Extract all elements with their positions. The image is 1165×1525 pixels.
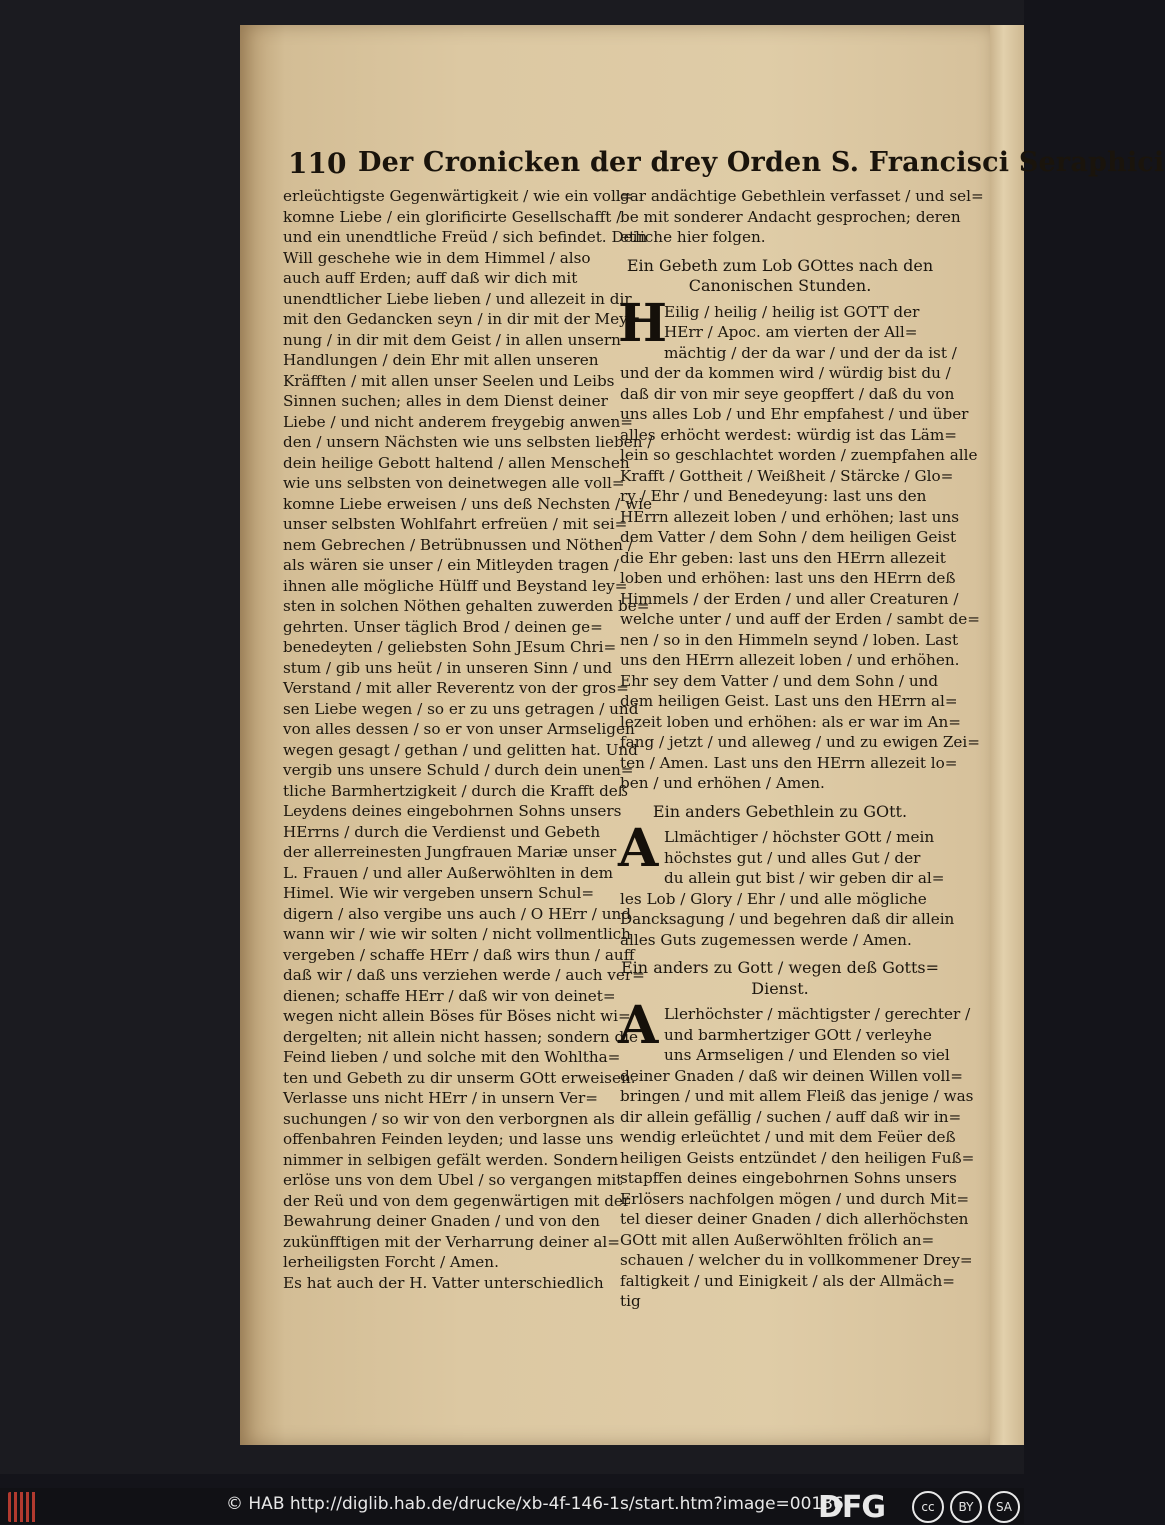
text-line: Himel. Wie wir vergeben unsern Schul=: [283, 884, 595, 902]
text-line: Erlösers nachfolgen mögen / und durch Mit=: [620, 1189, 970, 1208]
text-line: und ein unendtliche Freüd / sich befindet. Dein: [283, 228, 648, 246]
copyright-link[interactable]: © HAB http://diglib.hab.de/drucke/xb-4f-146-1s/start.htm?image=00136: [226, 1494, 844, 1514]
text-line: wann wir / wie wir solten / nicht vollmentlich: [283, 925, 631, 943]
text-line: den / unsern Nächsten wie uns selbsten lieben /: [283, 433, 653, 451]
text-line: Kräfften / mit allen unser Seelen und Leibs: [283, 371, 615, 390]
running-head-title: Der Cronicken der drey Orden S. Francisci Seraphici: [358, 147, 1165, 178]
text-line: gar andächtige Gebethlein verfasset / und sel=: [620, 187, 984, 205]
text-line: wegen gesagt / gethan / und gelitten hat. Und: [283, 740, 638, 759]
viewer-footer: [0, 1488, 1024, 1524]
text-line: ben / und erhöhen / Amen.: [620, 774, 825, 792]
text-line: deiner Gnaden / daß wir deinen Willen voll=: [620, 1066, 963, 1085]
section-heading: Ein anders Gebethlein zu GOtt.: [652, 801, 908, 821]
text-line: Krafft / Gottheit / Weißheit / Stärcke / Glo=: [620, 466, 954, 485]
text-line: nen / so in den Himmeln seynd / loben. Last: [620, 630, 959, 649]
facing-page-edge: [990, 25, 1024, 1445]
text-line: wendig erleüchtet / und mit dem Feüer deß: [620, 1128, 956, 1146]
text-line: be mit sonderer Andacht gesprochen; deren: [620, 207, 961, 226]
text-line: lein so geschlachtet worden / zuempfahen alle: [620, 446, 978, 464]
text-line: die Ehr geben: last uns den HErrn allezeit: [620, 548, 946, 567]
text-line: bringen / und mit allem Fleiß das jenige / was: [620, 1087, 974, 1105]
text-line: tel dieser deiner Gnaden / dich allerhöchsten: [620, 1210, 969, 1228]
text-line: offenbahren Feinden leyden; und lasse uns: [283, 1130, 614, 1148]
text-line: stapffen deines eingebohrnen Sohns unsers: [620, 1169, 957, 1187]
text-line: gehrten. Unser täglich Brod / deinen ge=: [283, 617, 603, 636]
text-line: GOtt mit allen Außerwöhlten frölich an=: [620, 1230, 935, 1249]
text-line: Liebe / und nicht anderem freygebig anwen=: [283, 412, 634, 431]
text-line: vergeben / schaffe HErr / daß wirs thun / auff: [283, 945, 635, 964]
text-line: tig: [620, 1292, 641, 1310]
creative-commons-badge: [912, 1491, 1020, 1521]
text-line: suchungen / so wir von den verborgnen als: [283, 1109, 615, 1128]
running-head: [288, 143, 1165, 187]
text-line: daß dir von mir seye geopffert / daß du von: [620, 384, 955, 403]
section-spacer: [620, 248, 940, 256]
text-line: erleüchtigste Gegenwärtigkeit / wie ein voll=: [283, 187, 634, 205]
text-line: mit den Gedancken seyn / in dir mit der Mey=: [283, 310, 641, 328]
text-line: HErr / Apoc. am vierten der All=: [664, 323, 918, 341]
text-line: uns den HErrn allezeit loben / und erhöhen.: [620, 651, 960, 669]
text-line: Feind lieben / und solche mit den Wohltha=: [283, 1048, 621, 1066]
section-heading: Canonischen Stunden.: [688, 276, 872, 295]
page-number: 110: [288, 147, 347, 180]
text-line: ihnen alle mögliche Hülff und Beystand ley=: [283, 576, 628, 595]
drop-capital: H: [618, 292, 668, 354]
text-line: Verstand / mit aller Reverentz von der gros=: [283, 679, 629, 697]
text-line: nimmer in selbigen gefält werden. Sondern: [283, 1150, 619, 1169]
text-line: und der da kommen wird / würdig bist du /: [620, 364, 951, 382]
text-line: uns alles Lob / und Ehr empfahest / und über: [620, 405, 969, 423]
text-line: les Lob / Glory / Ehr / und alle mögliche: [620, 889, 927, 908]
text-line: Himmels / der Erden / und aller Creaturen /: [620, 589, 959, 608]
text-line: der Reü und von dem gegenwärtigen mit der: [283, 1191, 631, 1210]
hab-logo-icon: [8, 1492, 38, 1522]
right-text-column: [618, 186, 984, 1312]
text-line: der allerreinesten Jungfrauen Mariæ unser: [283, 843, 617, 861]
text-line: lezeit loben und erhöhen: als er war im An=: [620, 712, 962, 731]
text-line: zukünfftigen mit der Verharrung deiner al=: [283, 1232, 620, 1251]
text-line: uns Armseligen / und Elenden so viel: [664, 1046, 950, 1064]
section-heading: Dienst.: [751, 978, 809, 998]
section-heading: Ein anders zu Gott / wegen deß Gotts=: [621, 958, 939, 977]
text-line: schauen / welcher du in vollkommener Drey=: [620, 1251, 973, 1269]
by-icon: BY: [950, 1491, 982, 1523]
text-line: unser selbsten Wohlfahrt erfreüen / mit sei=: [283, 515, 628, 533]
text-line: von alles dessen / so er von unser Armseligen: [283, 720, 635, 738]
text-line: komne Liebe erweisen / uns deß Nechsten / wie: [283, 494, 652, 513]
text-line: sen Liebe wegen / so er zu uns getragen / und: [283, 699, 639, 718]
text-line: vergib uns unsere Schuld / durch dein unen=: [283, 761, 634, 779]
text-line: Eilig / heilig / heilig ist GOTT der: [664, 302, 920, 321]
text-line: Es hat auch der H. Vatter unterschiedlich: [283, 1273, 604, 1292]
text-line: tliche Barmhertzigkeit / durch die Krafft deß: [283, 781, 628, 800]
text-line: alles Guts zugemessen werde / Amen.: [620, 930, 912, 949]
text-line: Verlasse uns nicht HErr / in unsern Ver=: [283, 1089, 599, 1107]
text-line: fang / jetzt / und alleweg / und zu ewigen Zei=: [620, 733, 980, 751]
text-line: L. Frauen / und aller Außerwöhlten in dem: [283, 863, 614, 882]
text-line: erlöse uns von dem Ubel / so vergangen mit: [283, 1171, 623, 1189]
cc-icon: cc: [912, 1491, 944, 1523]
text-line: daß wir / daß uns verziehen werde / auch ver=: [283, 966, 645, 984]
left-text-column: [283, 186, 653, 1293]
text-line: dir allein gefällig / suchen / auff daß wir in=: [620, 1107, 962, 1126]
text-line: etliche hier folgen.: [620, 228, 766, 246]
text-line: lerheiligsten Forcht / Amen.: [283, 1253, 499, 1271]
text-line: Will geschehe wie in dem Himmel / also: [283, 248, 591, 267]
text-line: ten und Gebeth zu dir unserm GOtt erweisen.: [283, 1068, 636, 1087]
text-line: faltigkeit / und Einigkeit / als der Allmäch=: [620, 1271, 955, 1290]
drop-capital: A: [618, 818, 659, 879]
text-line: mächtig / der da war / und der da ist /: [664, 343, 957, 362]
section-heading: Ein Gebeth zum Lob GOttes nach den: [626, 255, 934, 275]
text-line: dienen; schaffe HErr / daß wir von deinet=: [283, 986, 616, 1005]
text-line: dem Vatter / dem Sohn / dem heiligen Geist: [620, 528, 957, 546]
text-line: auch auff Erden; auff daß wir dich mit: [283, 269, 578, 287]
text-line: dem heiligen Geist. Last uns den HErrn al=: [620, 692, 958, 710]
section-spacer: [620, 794, 940, 802]
text-line: Llmächtiger / höchster GOtt / mein: [664, 828, 935, 846]
text-line: Llerhöchster / mächtigster / gerechter /: [664, 1005, 971, 1023]
text-line: dergelten; nit allein nicht hassen; sondern die: [283, 1027, 639, 1046]
text-line: heiligen Geists entzündet / den heiligen Fuß=: [620, 1148, 975, 1167]
text-line: alles erhöcht werdest: würdig ist das Läm=: [620, 425, 957, 444]
text-line: HErrns / durch die Verdienst und Gebeth: [283, 822, 601, 841]
text-line: digern / also vergibe uns auch / O HErr / und: [283, 904, 631, 923]
text-line: loben und erhöhen: last uns den HErrn deß: [620, 569, 956, 587]
text-line: komne Liebe / ein glorificirte Gesellschafft /: [283, 207, 622, 226]
text-line: Leydens deines eingebohrnen Sohns unsers: [283, 802, 622, 820]
text-line: wegen nicht allein Böses für Böses nicht wi=: [283, 1007, 631, 1025]
text-line: benedeyten / geliebsten Sohn JEsum Chri=: [283, 638, 617, 656]
text-line: du allein gut bist / wir geben dir al=: [664, 869, 945, 887]
text-line: als wären sie unser / ein Mitleyden tragen /: [283, 556, 619, 574]
text-line: sten in solchen Nöthen gehalten zuwerden be=: [283, 597, 650, 615]
text-line: wie uns selbsten von deinetwegen alle voll=: [283, 474, 625, 492]
text-line: welche unter / und auff der Erden / sambt de=: [620, 610, 980, 628]
text-line: stum / gib uns heüt / in unseren Sinn / und: [283, 658, 613, 677]
text-line: HErrn allezeit loben / und erhöhen; last uns: [620, 507, 960, 526]
text-line: ry / Ehr / und Benedeyung: last uns den: [620, 487, 927, 505]
text-line: und barmhertziger GOtt / verleyhe: [664, 1025, 932, 1044]
text-line: höchstes gut / und alles Gut / der: [664, 848, 921, 867]
text-line: unendtlicher Liebe lieben / und allezeit in dir: [283, 289, 632, 308]
text-line: nem Gebrechen / Betrübnussen und Nöthen /: [283, 535, 633, 554]
text-line: ten / Amen. Last uns den HErrn allezeit lo=: [620, 753, 958, 772]
text-line: Sinnen suchen; alles in dem Dienst deiner: [283, 392, 608, 410]
text-line: Ehr sey dem Vatter / und dem Sohn / und: [620, 671, 939, 690]
dfg-logo: DFG: [818, 1490, 886, 1525]
text-line: Dancksagung / und begehren daß dir allein: [620, 910, 955, 928]
drop-capital: A: [618, 995, 659, 1056]
text-line: Handlungen / dein Ehr mit allen unseren: [283, 351, 599, 369]
text-line: Bewahrung deiner Gnaden / und von den: [283, 1212, 600, 1230]
section-spacer: [620, 950, 940, 958]
text-line: dein heilige Gebott haltend / allen Menschen: [283, 453, 630, 472]
sa-icon: SA: [988, 1491, 1020, 1523]
text-line: nung / in dir mit dem Geist / in allen unsern: [283, 330, 621, 349]
